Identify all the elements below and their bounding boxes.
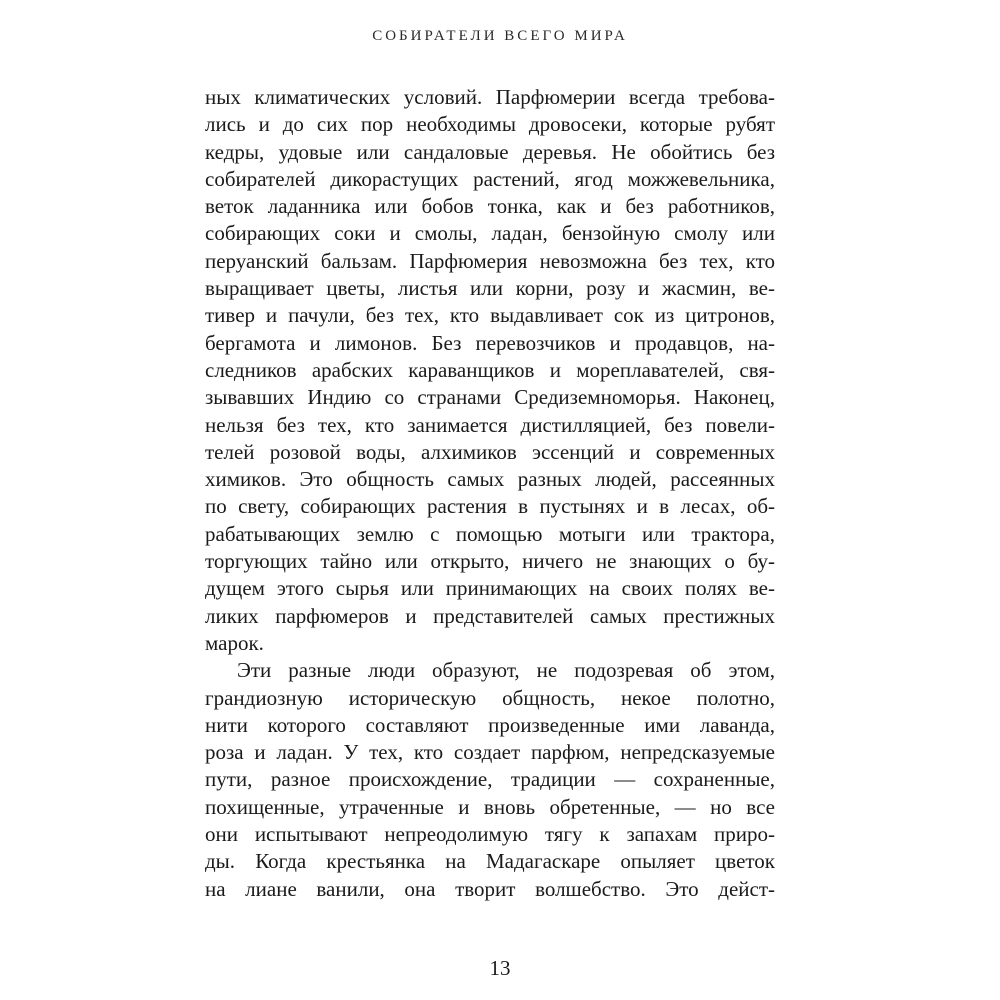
text-line: марок. bbox=[205, 630, 264, 655]
text-line: бергамота и лимонов. Без перевозчиков и продавцов, на- bbox=[205, 330, 775, 355]
paragraph-2 bbox=[205, 657, 775, 903]
running-head: СОБИРАТЕЛИ ВСЕГО МИРА bbox=[372, 28, 628, 44]
text-line: зывавших Индию со странами Средиземноморья. Наконец, bbox=[205, 385, 775, 410]
text-line: нельзя без тех, кто занимается дистилляцией, без повели- bbox=[205, 412, 775, 437]
text-line: Эти разные люди образуют, не подозревая об этом, bbox=[237, 658, 775, 683]
text-line: химиков. Это общность самых разных людей, рассеянных bbox=[205, 467, 775, 492]
body-text bbox=[205, 84, 775, 903]
text-line: они испытывают непреодолимую тягу к запахам приро- bbox=[205, 822, 775, 847]
text-line: лись и до сих пор необходимы дровосеки, которые рубят bbox=[205, 112, 775, 137]
text-line: веток ладанника или бобов тонка, как и без работников, bbox=[205, 194, 775, 219]
text-line: нити которого составляют произведенные ими лаванда, bbox=[205, 712, 775, 737]
text-line: торгующих тайно или открыто, ничего не знающих о бу- bbox=[205, 549, 775, 574]
text-line: ных климатических условий. Парфюмерии всегда требова- bbox=[205, 85, 775, 109]
text-line: тивер и пачули, без тех, кто выдавливает сок из цитронов, bbox=[205, 303, 775, 328]
text-line: похищенные, утраченные и вновь обретенные, — но все bbox=[205, 794, 775, 819]
text-line: рабатывающих землю с помощью мотыги или трактора, bbox=[205, 521, 775, 546]
text-line: ды. Когда крестьянка на Мадагаскаре опыляет цветок bbox=[205, 849, 775, 874]
text-line: следников арабских караванщиков и мореплавателей, свя- bbox=[205, 357, 775, 382]
text-line: ликих парфюмеров и представителей самых престижных bbox=[205, 603, 775, 628]
text-line: собирателей дикорастущих растений, ягод можжевельника, bbox=[205, 166, 775, 191]
text-line: на лиане ванили, она творит волшебство. Это дейст- bbox=[205, 876, 775, 901]
text-line: дущем этого сырья или принимающих на своих полях ве- bbox=[205, 576, 775, 601]
text-line: пути, разное происхождение, традиции — сохраненные, bbox=[205, 767, 775, 792]
paragraph-1 bbox=[205, 84, 775, 657]
text-line: перуанский бальзам. Парфюмерия невозможна без тех, кто bbox=[205, 248, 775, 273]
text-line: телей розовой воды, алхимиков эссенций и современных bbox=[205, 439, 775, 464]
text-line: кедры, удовые или сандаловые деревья. Не обойтись без bbox=[205, 139, 775, 164]
text-line: собирающих соки и смолы, ладан, бензойную смолу или bbox=[205, 221, 775, 246]
text-line: грандиозную историческую общность, некое полотно, bbox=[205, 685, 775, 710]
text-line: по свету, собирающих растения в пустынях и в лесах, об- bbox=[205, 494, 775, 519]
text-line: роза и ладан. У тех, кто создает парфюм, непредсказуемые bbox=[205, 740, 775, 765]
page-number: 13 bbox=[489, 956, 511, 980]
text-line: выращивает цветы, листья или корни, розу и жасмин, ве- bbox=[205, 276, 775, 301]
